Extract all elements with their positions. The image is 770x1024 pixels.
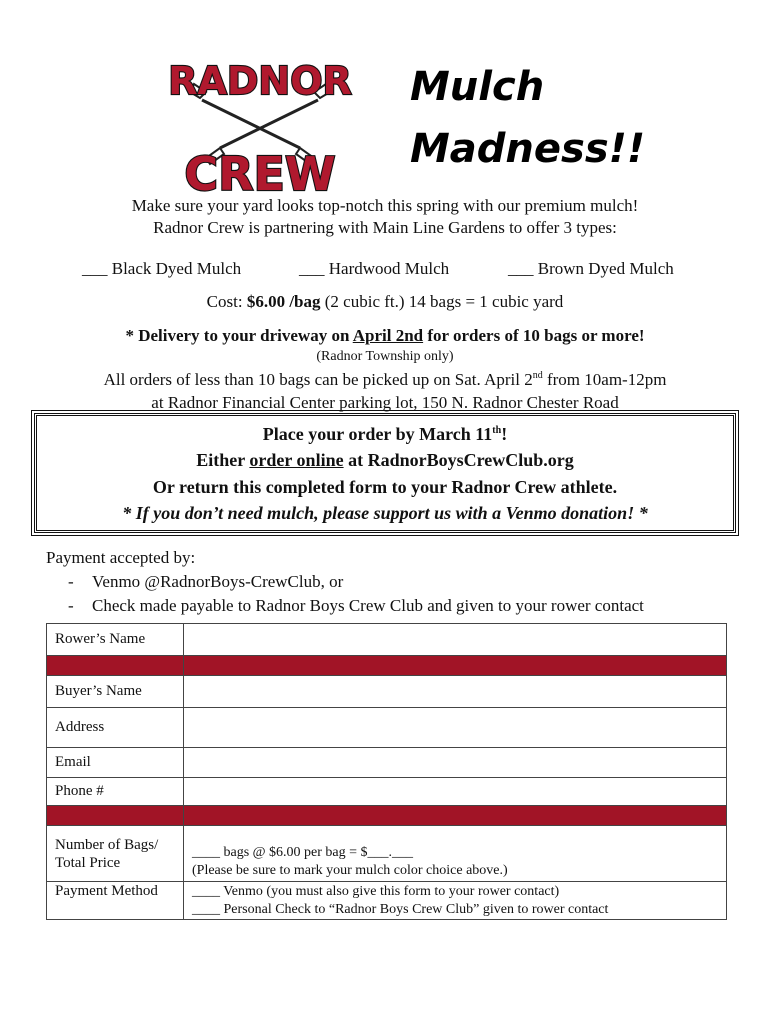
order-deadline-sup: th [492, 425, 502, 436]
order-deadline-pre: Place your order by March 11 [262, 424, 493, 444]
order-online-line [37, 450, 733, 471]
form-separator [47, 806, 727, 826]
order-online-pre: Either [196, 450, 250, 470]
form-row-phone [47, 778, 727, 806]
form-row-email [47, 748, 727, 778]
form-separator [47, 656, 727, 676]
cost-label: Cost: [206, 292, 247, 311]
bags-color-reminder: (Please be sure to mark your mulch color choice above.) [192, 863, 508, 878]
phone-field[interactable] [184, 778, 727, 806]
email-field[interactable] [184, 748, 727, 778]
pickup-line-1-sup: nd [532, 370, 543, 381]
page-title [410, 56, 645, 180]
intro-line-2: Radnor Crew is partnering with Main Line Gardens to offer 3 types: [153, 218, 617, 237]
cost-price: $6.00 /bag [246, 292, 321, 311]
bags-field[interactable] [184, 826, 727, 882]
form-row-payment-method [47, 882, 727, 920]
address-label: Address [47, 708, 184, 748]
order-return-line: Or return this completed form to your Radnor Crew athlete. [152, 477, 618, 497]
pickup-line-1-pre: All orders of less than 10 bags can be picked up on Sat. April 2 [103, 370, 533, 389]
bags-calc-line: ____ bags @ $6.00 per bag = $___.___ [192, 845, 414, 860]
rower-name-field[interactable] [184, 624, 727, 656]
order-form-table [46, 623, 727, 920]
logo-top-word: RADNOR [168, 59, 352, 103]
intro-line-1: Make sure your yard looks top-notch this spring with our premium mulch! [131, 196, 639, 215]
form-row-buyer [47, 676, 727, 708]
title-line-2: Madness!! [410, 126, 646, 172]
payment-method-venmo: ____ Venmo (you must also give this form to your rower contact) [192, 883, 560, 899]
mulch-type-black: ___ Black Dyed Mulch [82, 259, 242, 278]
payment-option-check-text: Check made payable to Radnor Boys Crew Club and given to your rower contact [92, 596, 644, 615]
delivery-line [0, 326, 770, 346]
cost-detail: (2 cubic ft.) 14 bags = 1 cubic yard [320, 292, 564, 311]
form-row-rower [47, 624, 727, 656]
logo-bottom-word: CREW [184, 147, 336, 198]
order-deadline [37, 424, 733, 445]
bags-label-line-1: Number of Bags/ [55, 836, 159, 853]
form-row-bags [47, 826, 727, 882]
buyer-name-field[interactable] [184, 676, 727, 708]
venmo-donation-line: * If you don’t need mulch, please support us with a Venmo donation! * [122, 503, 648, 523]
title-line-1: Mulch [410, 64, 545, 110]
bags-label-line-2: Total Price [55, 854, 121, 871]
payment-method-check: ____ Personal Check to “Radnor Boys Crew Club” given to rower contact [192, 901, 609, 917]
delivery-prefix: * Delivery to your driveway on [125, 326, 353, 345]
pickup-line-2: at Radnor Financial Center parking lot, 150 N. Radnor Chester Road [151, 393, 619, 412]
delivery-note: (Radnor Township only) [316, 349, 454, 364]
pickup-line-1 [0, 370, 770, 390]
buyer-name-label: Buyer’s Name [47, 676, 184, 708]
email-label: Email [47, 748, 184, 778]
address-field[interactable] [184, 708, 727, 748]
pickup-line-1-post: from 10am-12pm [542, 370, 667, 389]
payment-method-label: Payment Method [47, 882, 184, 920]
delivery-date: April 2nd [352, 326, 424, 345]
payment-option-check: - Check made payable to Radnor Boys Crew Club and given to your rower contact [68, 596, 644, 615]
order-online-link[interactable]: order online [249, 450, 344, 470]
form-row-address [47, 708, 727, 748]
payment-option-venmo: - Venmo @RadnorBoys-CrewClub, or [68, 572, 344, 591]
order-box [34, 413, 736, 533]
bags-label [47, 826, 184, 882]
order-deadline-post: ! [501, 424, 508, 444]
payment-heading: Payment accepted by: [46, 548, 196, 567]
cost-line [0, 292, 770, 312]
rower-name-label: Rower’s Name [47, 624, 184, 656]
order-online-post: at RadnorBoysCrewClub.org [343, 450, 574, 470]
mulch-type-brown: ___ Brown Dyed Mulch [508, 259, 674, 278]
radnor-crew-logo [160, 48, 360, 198]
delivery-suffix: for orders of 10 bags or more! [423, 326, 645, 345]
mulch-type-hardwood: ___ Hardwood Mulch [299, 259, 450, 278]
payment-info [46, 546, 644, 618]
payment-method-field[interactable] [184, 882, 727, 920]
phone-label: Phone # [47, 778, 184, 806]
payment-option-venmo-text: Venmo @RadnorBoys-CrewClub, or [92, 572, 344, 591]
